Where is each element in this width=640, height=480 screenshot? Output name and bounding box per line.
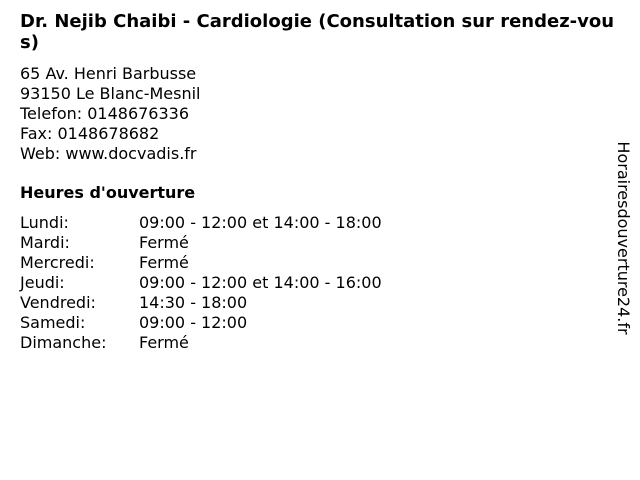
contact-block <box>20 64 201 164</box>
day-hours: Fermé <box>139 253 189 272</box>
day-label: Samedi: <box>20 313 86 332</box>
day-label: Vendredi: <box>20 293 96 312</box>
address-street: 65 Av. Henri Barbusse <box>20 64 197 83</box>
opening-hours-heading: Heures d'ouverture <box>20 183 196 202</box>
day-label: Dimanche: <box>20 333 107 352</box>
day-hours: Fermé <box>139 333 189 352</box>
phone-number: Telefon: 0148676336 <box>20 104 190 123</box>
day-hours: Fermé <box>139 233 189 252</box>
page-title: Dr. Nejib Chaibi - Cardiologie (Consultation sur rendez-vous) <box>20 11 615 53</box>
fax-number: Fax: 0148678682 <box>20 124 160 143</box>
site-watermark: Horairesdouverture24.fr <box>614 141 633 335</box>
day-label: Mercredi: <box>20 253 95 272</box>
day-label: Jeudi: <box>20 273 65 292</box>
website-link[interactable]: Web: www.docvadis.fr <box>20 144 197 163</box>
day-hours: 09:00 - 12:00 et 14:00 - 18:00 <box>139 213 382 232</box>
day-label: Lundi: <box>20 213 69 232</box>
day-hours: 14:30 - 18:00 <box>139 293 248 312</box>
day-hours: 09:00 - 12:00 <box>139 313 248 332</box>
address-city: 93150 Le Blanc-Mesnil <box>20 84 201 103</box>
day-hours: 09:00 - 12:00 et 14:00 - 16:00 <box>139 273 382 292</box>
day-label: Mardi: <box>20 233 70 252</box>
